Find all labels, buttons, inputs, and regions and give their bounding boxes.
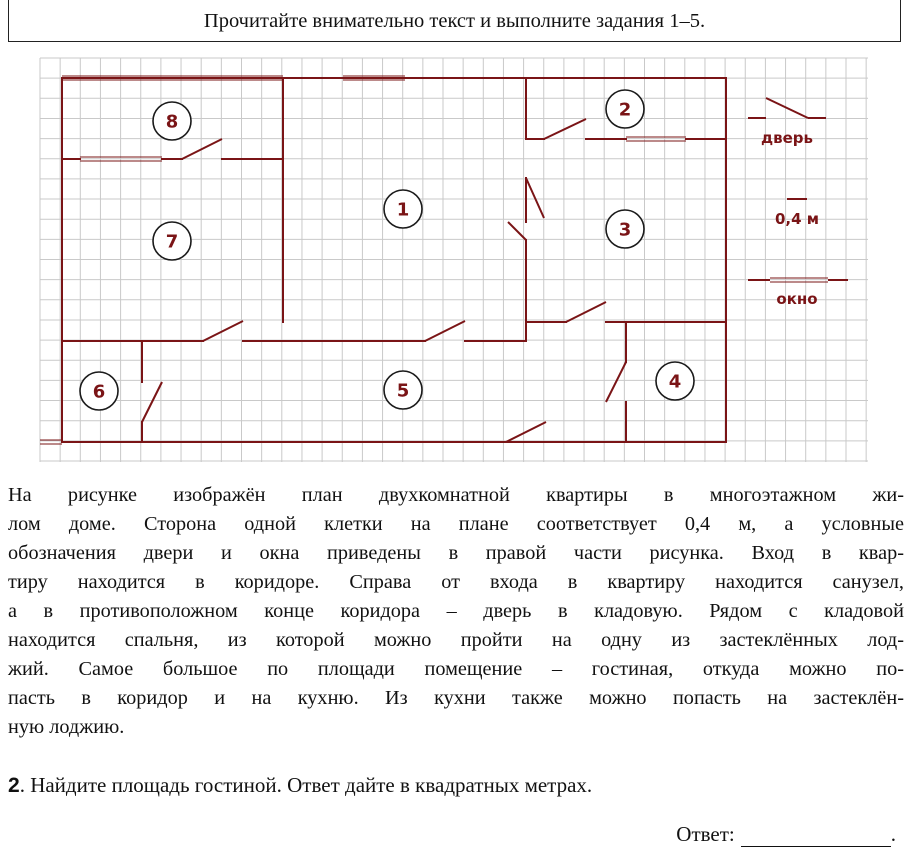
room-number: 6 <box>92 381 106 403</box>
door-leaf <box>203 321 243 341</box>
door-leaf <box>526 178 544 218</box>
description-line: находится спальня, из которой можно пройти на одну из застеклённых лод- <box>8 629 904 651</box>
answer-line <box>676 822 896 847</box>
question-number: 2 <box>8 774 20 797</box>
description-line: пасть в коридор и на кухню. Из кухни также можно попасть на застеклён- <box>8 687 904 709</box>
legend-door-label: дверь <box>760 129 814 147</box>
question <box>8 773 592 798</box>
door-leaf <box>506 422 546 442</box>
room-number: 4 <box>668 371 682 393</box>
legend-window-label: окно <box>776 290 818 308</box>
door-leaf <box>566 302 606 322</box>
description-line: На рисунке изображён план двухкомнатной квартиры в многоэтажном жи- <box>8 484 904 506</box>
legend-scale-label: 0,4 м <box>774 210 820 228</box>
question-text: . Найдите площадь гостиной. Ответ дайте в квадратных метрах. <box>19 773 593 797</box>
door-leaf <box>182 139 222 159</box>
answer-label: Ответ: <box>676 822 735 846</box>
room-number: 5 <box>396 380 410 402</box>
description-line: ную лоджию. <box>8 716 125 738</box>
description-line: лом доме. Сторона одной клетки на плане соответствует 0,4 м, а условные <box>8 513 904 535</box>
door-leaf <box>544 119 586 139</box>
description-line: жий. Самое большое по площади помещение – гостиная, откуда можно по- <box>8 658 904 680</box>
instruction-text: Прочитайте внимательно текст и выполните задания 1–5. <box>203 10 706 32</box>
answer-blank[interactable] <box>741 826 891 847</box>
description-line: а в противоположном конце коридора – дверь в кладовую. Рядом с кладовой <box>8 600 904 622</box>
room-number: 8 <box>165 111 179 133</box>
door-leaf <box>142 382 162 422</box>
description-line: тиру находится в коридоре. Справа от входа в квартиру находится санузел, <box>8 571 904 593</box>
room-number: 1 <box>396 199 410 221</box>
plan-legend <box>748 98 848 308</box>
door-leaf <box>606 362 626 402</box>
description-text <box>8 481 904 742</box>
room-number: 3 <box>618 219 632 241</box>
description-line: обозначения двери и окна приведены в правой части рисунка. Вход в квар- <box>8 542 904 564</box>
room-number: 2 <box>618 99 632 121</box>
room-number: 7 <box>165 231 179 253</box>
door-leaf <box>425 321 465 341</box>
answer-end: . <box>890 822 896 846</box>
